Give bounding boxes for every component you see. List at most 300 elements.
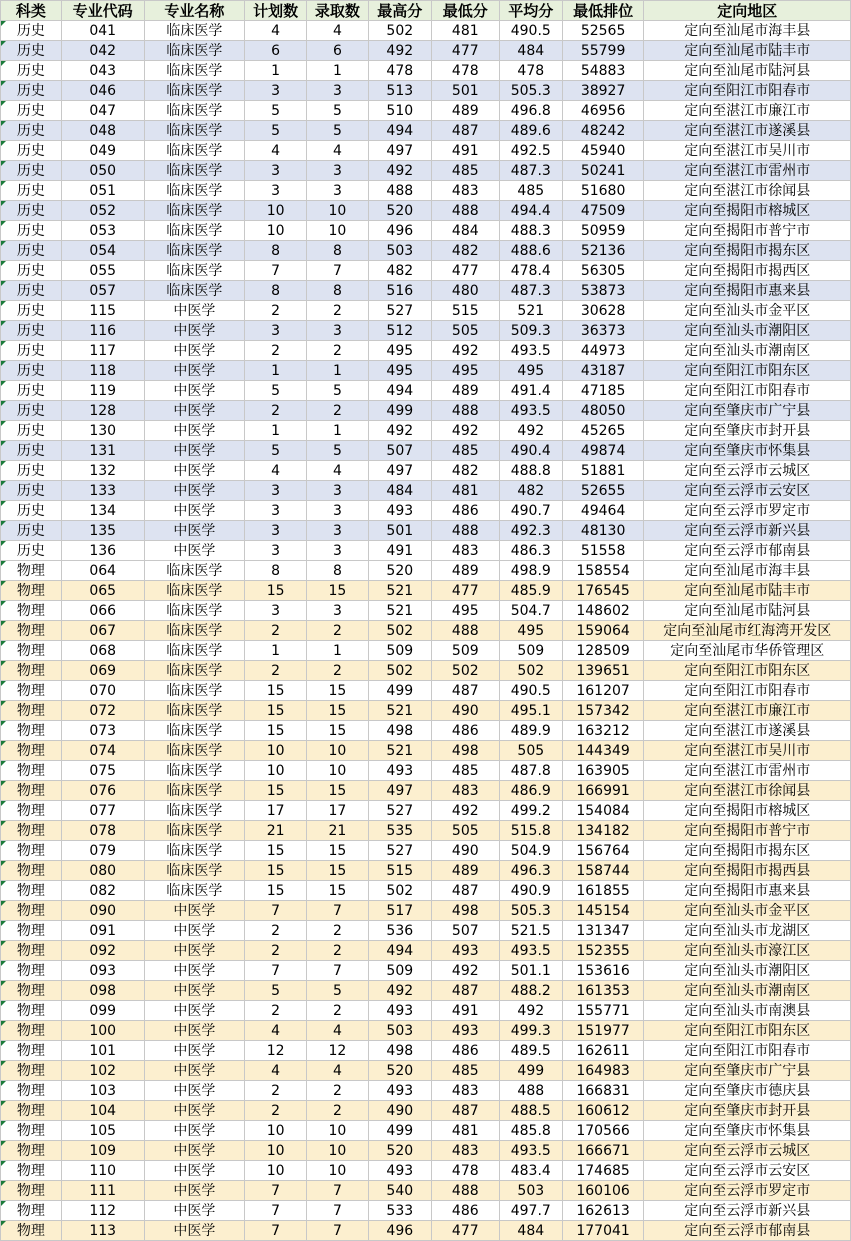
cell-min-score[interactable]: 485 bbox=[431, 761, 499, 781]
cell-admit-count[interactable]: 7 bbox=[307, 1181, 369, 1201]
header-major-code[interactable]: 专业代码 bbox=[61, 1, 144, 21]
cell-major-code[interactable]: 118 bbox=[61, 361, 144, 381]
cell-major-name[interactable]: 中医学 bbox=[144, 361, 245, 381]
cell-max-score[interactable]: 478 bbox=[368, 61, 431, 81]
cell-min-rank[interactable]: 155771 bbox=[562, 1001, 644, 1021]
cell-major-name[interactable]: 中医学 bbox=[144, 541, 245, 561]
cell-target-region[interactable]: 定向至汕头市潮南区 bbox=[644, 981, 851, 1001]
cell-major-name[interactable]: 临床医学 bbox=[144, 241, 245, 261]
cell-major-name[interactable]: 临床医学 bbox=[144, 221, 245, 241]
cell-min-score[interactable]: 490 bbox=[431, 841, 499, 861]
cell-major-code[interactable]: 078 bbox=[61, 821, 144, 841]
cell-plan-count[interactable]: 15 bbox=[245, 841, 307, 861]
cell-avg-score[interactable]: 490.9 bbox=[499, 881, 562, 901]
cell-plan-count[interactable]: 1 bbox=[245, 61, 307, 81]
cell-target-region[interactable]: 定向至揭阳市揭东区 bbox=[644, 841, 851, 861]
cell-min-rank[interactable]: 51881 bbox=[562, 461, 644, 481]
cell-avg-score[interactable]: 488 bbox=[499, 1081, 562, 1101]
cell-major-code[interactable]: 103 bbox=[61, 1081, 144, 1101]
cell-min-score[interactable]: 489 bbox=[431, 381, 499, 401]
cell-admit-count[interactable]: 7 bbox=[307, 1201, 369, 1221]
cell-major-code[interactable]: 072 bbox=[61, 701, 144, 721]
cell-avg-score[interactable]: 489.5 bbox=[499, 1041, 562, 1061]
cell-target-region[interactable]: 定向至汕头市潮阳区 bbox=[644, 961, 851, 981]
cell-min-score[interactable]: 477 bbox=[431, 1221, 499, 1241]
cell-major-code[interactable]: 053 bbox=[61, 221, 144, 241]
cell-admit-count[interactable]: 15 bbox=[307, 841, 369, 861]
cell-max-score[interactable]: 492 bbox=[368, 161, 431, 181]
cell-target-region[interactable]: 定向至云浮市罗定市 bbox=[644, 501, 851, 521]
cell-admit-count[interactable]: 3 bbox=[307, 601, 369, 621]
cell-max-score[interactable]: 488 bbox=[368, 181, 431, 201]
cell-target-region[interactable]: 定向至肇庆市广宁县 bbox=[644, 1061, 851, 1081]
cell-max-score[interactable]: 493 bbox=[368, 761, 431, 781]
cell-admit-count[interactable]: 5 bbox=[307, 981, 369, 1001]
cell-target-region[interactable]: 定向至湛江市遂溪县 bbox=[644, 121, 851, 141]
cell-major-name[interactable]: 中医学 bbox=[144, 1101, 245, 1121]
cell-target-region[interactable]: 定向至湛江市廉江市 bbox=[644, 101, 851, 121]
cell-min-rank[interactable]: 153616 bbox=[562, 961, 644, 981]
cell-plan-count[interactable]: 15 bbox=[245, 581, 307, 601]
cell-major-name[interactable]: 临床医学 bbox=[144, 701, 245, 721]
cell-min-rank[interactable]: 161207 bbox=[562, 681, 644, 701]
cell-admit-count[interactable]: 8 bbox=[307, 281, 369, 301]
cell-avg-score[interactable]: 494.4 bbox=[499, 201, 562, 221]
cell-target-region[interactable]: 定向至云浮市新兴县 bbox=[644, 521, 851, 541]
cell-min-rank[interactable]: 159064 bbox=[562, 621, 644, 641]
cell-admit-count[interactable]: 4 bbox=[307, 21, 369, 41]
cell-major-code[interactable]: 100 bbox=[61, 1021, 144, 1041]
cell-major-code[interactable]: 064 bbox=[61, 561, 144, 581]
cell-plan-count[interactable]: 4 bbox=[245, 461, 307, 481]
cell-major-name[interactable]: 临床医学 bbox=[144, 681, 245, 701]
cell-max-score[interactable]: 497 bbox=[368, 781, 431, 801]
cell-subject[interactable]: 物理 bbox=[1, 761, 62, 781]
cell-min-rank[interactable]: 166671 bbox=[562, 1141, 644, 1161]
cell-min-score[interactable]: 482 bbox=[431, 241, 499, 261]
cell-min-rank[interactable]: 48242 bbox=[562, 121, 644, 141]
cell-subject[interactable]: 物理 bbox=[1, 981, 62, 1001]
cell-plan-count[interactable]: 2 bbox=[245, 921, 307, 941]
cell-min-score[interactable]: 501 bbox=[431, 81, 499, 101]
cell-plan-count[interactable]: 15 bbox=[245, 881, 307, 901]
cell-target-region[interactable]: 定向至汕头市潮南区 bbox=[644, 341, 851, 361]
cell-target-region[interactable]: 定向至阳江市阳东区 bbox=[644, 1021, 851, 1041]
cell-admit-count[interactable]: 5 bbox=[307, 381, 369, 401]
cell-min-score[interactable]: 498 bbox=[431, 741, 499, 761]
cell-min-score[interactable]: 483 bbox=[431, 541, 499, 561]
cell-min-rank[interactable]: 45940 bbox=[562, 141, 644, 161]
header-min-score[interactable]: 最低分 bbox=[431, 1, 499, 21]
cell-major-code[interactable]: 043 bbox=[61, 61, 144, 81]
cell-avg-score[interactable]: 504.7 bbox=[499, 601, 562, 621]
cell-plan-count[interactable]: 1 bbox=[245, 361, 307, 381]
cell-avg-score[interactable]: 492 bbox=[499, 421, 562, 441]
cell-major-code[interactable]: 099 bbox=[61, 1001, 144, 1021]
cell-plan-count[interactable]: 7 bbox=[245, 901, 307, 921]
cell-major-code[interactable]: 076 bbox=[61, 781, 144, 801]
cell-max-score[interactable]: 496 bbox=[368, 221, 431, 241]
cell-max-score[interactable]: 495 bbox=[368, 361, 431, 381]
cell-min-rank[interactable]: 156764 bbox=[562, 841, 644, 861]
cell-min-score[interactable]: 478 bbox=[431, 1161, 499, 1181]
cell-major-code[interactable]: 119 bbox=[61, 381, 144, 401]
cell-min-score[interactable]: 487 bbox=[431, 981, 499, 1001]
cell-min-score[interactable]: 488 bbox=[431, 621, 499, 641]
cell-admit-count[interactable]: 15 bbox=[307, 861, 369, 881]
cell-major-code[interactable]: 110 bbox=[61, 1161, 144, 1181]
cell-min-score[interactable]: 507 bbox=[431, 921, 499, 941]
cell-major-name[interactable]: 中医学 bbox=[144, 1141, 245, 1161]
cell-min-score[interactable]: 486 bbox=[431, 501, 499, 521]
cell-min-rank[interactable]: 50241 bbox=[562, 161, 644, 181]
cell-avg-score[interactable]: 509.3 bbox=[499, 321, 562, 341]
cell-admit-count[interactable]: 21 bbox=[307, 821, 369, 841]
cell-plan-count[interactable]: 8 bbox=[245, 281, 307, 301]
cell-plan-count[interactable]: 3 bbox=[245, 81, 307, 101]
cell-subject[interactable]: 物理 bbox=[1, 941, 62, 961]
cell-plan-count[interactable]: 2 bbox=[245, 301, 307, 321]
cell-plan-count[interactable]: 2 bbox=[245, 621, 307, 641]
cell-subject[interactable]: 物理 bbox=[1, 1001, 62, 1021]
cell-avg-score[interactable]: 488.8 bbox=[499, 461, 562, 481]
cell-major-name[interactable]: 中医学 bbox=[144, 481, 245, 501]
cell-min-score[interactable]: 478 bbox=[431, 61, 499, 81]
cell-max-score[interactable]: 521 bbox=[368, 701, 431, 721]
cell-max-score[interactable]: 499 bbox=[368, 1121, 431, 1141]
cell-major-code[interactable]: 091 bbox=[61, 921, 144, 941]
cell-min-rank[interactable]: 145154 bbox=[562, 901, 644, 921]
cell-subject[interactable]: 历史 bbox=[1, 261, 62, 281]
cell-admit-count[interactable]: 2 bbox=[307, 1081, 369, 1101]
cell-min-rank[interactable]: 158744 bbox=[562, 861, 644, 881]
cell-major-code[interactable]: 134 bbox=[61, 501, 144, 521]
cell-admit-count[interactable]: 12 bbox=[307, 1041, 369, 1061]
header-subject[interactable]: 科类 bbox=[1, 1, 62, 21]
cell-subject[interactable]: 物理 bbox=[1, 641, 62, 661]
cell-admit-count[interactable]: 2 bbox=[307, 341, 369, 361]
cell-target-region[interactable]: 定向至揭阳市揭西区 bbox=[644, 261, 851, 281]
cell-plan-count[interactable]: 15 bbox=[245, 781, 307, 801]
cell-target-region[interactable]: 定向至湛江市雷州市 bbox=[644, 161, 851, 181]
cell-target-region[interactable]: 定向至揭阳市揭东区 bbox=[644, 241, 851, 261]
cell-admit-count[interactable]: 2 bbox=[307, 1001, 369, 1021]
cell-min-rank[interactable]: 162613 bbox=[562, 1201, 644, 1221]
cell-min-rank[interactable]: 160106 bbox=[562, 1181, 644, 1201]
cell-admit-count[interactable]: 15 bbox=[307, 701, 369, 721]
cell-max-score[interactable]: 498 bbox=[368, 1041, 431, 1061]
cell-max-score[interactable]: 527 bbox=[368, 301, 431, 321]
cell-max-score[interactable]: 496 bbox=[368, 1221, 431, 1241]
cell-admit-count[interactable]: 10 bbox=[307, 221, 369, 241]
cell-min-score[interactable]: 515 bbox=[431, 301, 499, 321]
cell-target-region[interactable]: 定向至云浮市郁南县 bbox=[644, 1221, 851, 1241]
cell-admit-count[interactable]: 8 bbox=[307, 561, 369, 581]
cell-target-region[interactable]: 定向至汕头市南澳县 bbox=[644, 1001, 851, 1021]
cell-subject[interactable]: 物理 bbox=[1, 821, 62, 841]
cell-min-rank[interactable]: 151977 bbox=[562, 1021, 644, 1041]
cell-major-name[interactable]: 中医学 bbox=[144, 1121, 245, 1141]
cell-min-score[interactable]: 481 bbox=[431, 21, 499, 41]
cell-min-rank[interactable]: 47509 bbox=[562, 201, 644, 221]
cell-max-score[interactable]: 497 bbox=[368, 141, 431, 161]
cell-major-code[interactable]: 075 bbox=[61, 761, 144, 781]
cell-max-score[interactable]: 521 bbox=[368, 581, 431, 601]
cell-admit-count[interactable]: 8 bbox=[307, 241, 369, 261]
cell-major-code[interactable]: 113 bbox=[61, 1221, 144, 1241]
cell-plan-count[interactable]: 4 bbox=[245, 21, 307, 41]
cell-major-name[interactable]: 临床医学 bbox=[144, 581, 245, 601]
cell-major-code[interactable]: 116 bbox=[61, 321, 144, 341]
cell-max-score[interactable]: 484 bbox=[368, 481, 431, 501]
cell-min-score[interactable]: 492 bbox=[431, 801, 499, 821]
cell-max-score[interactable]: 517 bbox=[368, 901, 431, 921]
cell-min-rank[interactable]: 48050 bbox=[562, 401, 644, 421]
cell-min-rank[interactable]: 164983 bbox=[562, 1061, 644, 1081]
cell-min-rank[interactable]: 49874 bbox=[562, 441, 644, 461]
cell-target-region[interactable]: 定向至揭阳市榕城区 bbox=[644, 801, 851, 821]
cell-min-score[interactable]: 488 bbox=[431, 1181, 499, 1201]
cell-min-rank[interactable]: 48130 bbox=[562, 521, 644, 541]
cell-target-region[interactable]: 定向至云浮市云安区 bbox=[644, 481, 851, 501]
cell-avg-score[interactable]: 487.3 bbox=[499, 281, 562, 301]
cell-min-score[interactable]: 488 bbox=[431, 201, 499, 221]
cell-min-rank[interactable]: 158554 bbox=[562, 561, 644, 581]
cell-major-code[interactable]: 057 bbox=[61, 281, 144, 301]
header-plan-count[interactable]: 计划数 bbox=[245, 1, 307, 21]
cell-max-score[interactable]: 512 bbox=[368, 321, 431, 341]
cell-plan-count[interactable]: 3 bbox=[245, 601, 307, 621]
cell-plan-count[interactable]: 5 bbox=[245, 381, 307, 401]
cell-avg-score[interactable]: 504.9 bbox=[499, 841, 562, 861]
cell-major-name[interactable]: 临床医学 bbox=[144, 861, 245, 881]
cell-major-name[interactable]: 临床医学 bbox=[144, 281, 245, 301]
cell-min-score[interactable]: 493 bbox=[431, 1021, 499, 1041]
cell-max-score[interactable]: 510 bbox=[368, 101, 431, 121]
cell-major-code[interactable]: 104 bbox=[61, 1101, 144, 1121]
cell-plan-count[interactable]: 15 bbox=[245, 681, 307, 701]
cell-plan-count[interactable]: 3 bbox=[245, 321, 307, 341]
cell-avg-score[interactable]: 485 bbox=[499, 181, 562, 201]
cell-major-name[interactable]: 临床医学 bbox=[144, 121, 245, 141]
cell-admit-count[interactable]: 10 bbox=[307, 1141, 369, 1161]
cell-max-score[interactable]: 492 bbox=[368, 981, 431, 1001]
header-admit-count[interactable]: 录取数 bbox=[307, 1, 369, 21]
cell-subject[interactable]: 历史 bbox=[1, 121, 62, 141]
cell-major-name[interactable]: 中医学 bbox=[144, 1201, 245, 1221]
cell-major-code[interactable]: 067 bbox=[61, 621, 144, 641]
cell-admit-count[interactable]: 3 bbox=[307, 481, 369, 501]
cell-subject[interactable]: 物理 bbox=[1, 961, 62, 981]
cell-major-name[interactable]: 中医学 bbox=[144, 321, 245, 341]
cell-avg-score[interactable]: 497.7 bbox=[499, 1201, 562, 1221]
cell-max-score[interactable]: 540 bbox=[368, 1181, 431, 1201]
cell-avg-score[interactable]: 482 bbox=[499, 481, 562, 501]
cell-subject[interactable]: 物理 bbox=[1, 621, 62, 641]
cell-max-score[interactable]: 536 bbox=[368, 921, 431, 941]
cell-plan-count[interactable]: 8 bbox=[245, 561, 307, 581]
cell-target-region[interactable]: 定向至阳江市阳春市 bbox=[644, 1041, 851, 1061]
cell-avg-score[interactable]: 493.5 bbox=[499, 1141, 562, 1161]
cell-max-score[interactable]: 520 bbox=[368, 1061, 431, 1081]
cell-subject[interactable]: 物理 bbox=[1, 1061, 62, 1081]
cell-plan-count[interactable]: 4 bbox=[245, 141, 307, 161]
cell-min-rank[interactable]: 43187 bbox=[562, 361, 644, 381]
cell-max-score[interactable]: 521 bbox=[368, 601, 431, 621]
cell-major-code[interactable]: 128 bbox=[61, 401, 144, 421]
cell-major-name[interactable]: 临床医学 bbox=[144, 561, 245, 581]
cell-max-score[interactable]: 502 bbox=[368, 21, 431, 41]
cell-avg-score[interactable]: 488.6 bbox=[499, 241, 562, 261]
cell-target-region[interactable]: 定向至揭阳市惠来县 bbox=[644, 881, 851, 901]
cell-max-score[interactable]: 503 bbox=[368, 1021, 431, 1041]
cell-plan-count[interactable]: 2 bbox=[245, 1081, 307, 1101]
cell-plan-count[interactable]: 3 bbox=[245, 521, 307, 541]
cell-major-name[interactable]: 中医学 bbox=[144, 1221, 245, 1241]
cell-plan-count[interactable]: 7 bbox=[245, 1181, 307, 1201]
cell-subject[interactable]: 历史 bbox=[1, 381, 62, 401]
cell-admit-count[interactable]: 1 bbox=[307, 361, 369, 381]
cell-major-name[interactable]: 临床医学 bbox=[144, 261, 245, 281]
cell-major-code[interactable]: 117 bbox=[61, 341, 144, 361]
cell-avg-score[interactable]: 490.7 bbox=[499, 501, 562, 521]
cell-avg-score[interactable]: 521.5 bbox=[499, 921, 562, 941]
header-major-name[interactable]: 专业名称 bbox=[144, 1, 245, 21]
cell-min-rank[interactable]: 174685 bbox=[562, 1161, 644, 1181]
cell-max-score[interactable]: 520 bbox=[368, 201, 431, 221]
cell-target-region[interactable]: 定向至阳江市阳春市 bbox=[644, 681, 851, 701]
cell-min-rank[interactable]: 50959 bbox=[562, 221, 644, 241]
cell-major-name[interactable]: 中医学 bbox=[144, 301, 245, 321]
cell-admit-count[interactable]: 3 bbox=[307, 321, 369, 341]
cell-plan-count[interactable]: 4 bbox=[245, 1021, 307, 1041]
cell-subject[interactable]: 历史 bbox=[1, 421, 62, 441]
cell-subject[interactable]: 物理 bbox=[1, 1141, 62, 1161]
cell-avg-score[interactable]: 489.9 bbox=[499, 721, 562, 741]
cell-avg-score[interactable]: 486.3 bbox=[499, 541, 562, 561]
cell-min-score[interactable]: 493 bbox=[431, 941, 499, 961]
cell-plan-count[interactable]: 6 bbox=[245, 41, 307, 61]
cell-plan-count[interactable]: 3 bbox=[245, 501, 307, 521]
cell-min-score[interactable]: 483 bbox=[431, 1141, 499, 1161]
cell-admit-count[interactable]: 7 bbox=[307, 901, 369, 921]
cell-min-score[interactable]: 505 bbox=[431, 321, 499, 341]
cell-admit-count[interactable]: 3 bbox=[307, 161, 369, 181]
cell-max-score[interactable]: 491 bbox=[368, 541, 431, 561]
cell-min-rank[interactable]: 160612 bbox=[562, 1101, 644, 1121]
cell-target-region[interactable]: 定向至云浮市新兴县 bbox=[644, 1201, 851, 1221]
cell-admit-count[interactable]: 10 bbox=[307, 741, 369, 761]
cell-major-code[interactable]: 102 bbox=[61, 1061, 144, 1081]
cell-major-code[interactable]: 065 bbox=[61, 581, 144, 601]
cell-major-code[interactable]: 054 bbox=[61, 241, 144, 261]
cell-subject[interactable]: 历史 bbox=[1, 101, 62, 121]
cell-max-score[interactable]: 497 bbox=[368, 461, 431, 481]
cell-subject[interactable]: 历史 bbox=[1, 241, 62, 261]
cell-subject[interactable]: 历史 bbox=[1, 461, 62, 481]
cell-avg-score[interactable]: 485.9 bbox=[499, 581, 562, 601]
cell-min-score[interactable]: 487 bbox=[431, 881, 499, 901]
cell-min-score[interactable]: 492 bbox=[431, 341, 499, 361]
cell-plan-count[interactable]: 2 bbox=[245, 401, 307, 421]
cell-plan-count[interactable]: 10 bbox=[245, 201, 307, 221]
cell-avg-score[interactable]: 486.9 bbox=[499, 781, 562, 801]
cell-subject[interactable]: 物理 bbox=[1, 801, 62, 821]
cell-plan-count[interactable]: 7 bbox=[245, 261, 307, 281]
cell-admit-count[interactable]: 3 bbox=[307, 181, 369, 201]
cell-avg-score[interactable]: 505 bbox=[499, 741, 562, 761]
cell-min-rank[interactable]: 152355 bbox=[562, 941, 644, 961]
cell-major-name[interactable]: 中医学 bbox=[144, 981, 245, 1001]
cell-target-region[interactable]: 定向至肇庆市德庆县 bbox=[644, 1081, 851, 1101]
cell-major-name[interactable]: 临床医学 bbox=[144, 161, 245, 181]
cell-max-score[interactable]: 502 bbox=[368, 621, 431, 641]
cell-min-score[interactable]: 505 bbox=[431, 821, 499, 841]
cell-target-region[interactable]: 定向至云浮市云城区 bbox=[644, 461, 851, 481]
cell-subject[interactable]: 历史 bbox=[1, 441, 62, 461]
cell-subject[interactable]: 历史 bbox=[1, 301, 62, 321]
cell-admit-count[interactable]: 5 bbox=[307, 441, 369, 461]
cell-avg-score[interactable]: 505.3 bbox=[499, 81, 562, 101]
cell-admit-count[interactable]: 3 bbox=[307, 521, 369, 541]
cell-major-name[interactable]: 临床医学 bbox=[144, 201, 245, 221]
cell-max-score[interactable]: 498 bbox=[368, 721, 431, 741]
cell-target-region[interactable]: 定向至云浮市郁南县 bbox=[644, 541, 851, 561]
cell-target-region[interactable]: 定向至湛江市雷州市 bbox=[644, 761, 851, 781]
cell-max-score[interactable]: 533 bbox=[368, 1201, 431, 1221]
cell-major-name[interactable]: 临床医学 bbox=[144, 781, 245, 801]
cell-major-name[interactable]: 临床医学 bbox=[144, 21, 245, 41]
cell-admit-count[interactable]: 10 bbox=[307, 1121, 369, 1141]
cell-target-region[interactable]: 定向至汕头市龙湖区 bbox=[644, 921, 851, 941]
cell-max-score[interactable]: 493 bbox=[368, 1081, 431, 1101]
cell-target-region[interactable]: 定向至云浮市云安区 bbox=[644, 1161, 851, 1181]
cell-min-score[interactable]: 509 bbox=[431, 641, 499, 661]
cell-min-rank[interactable]: 52565 bbox=[562, 21, 644, 41]
cell-min-score[interactable]: 487 bbox=[431, 1101, 499, 1121]
cell-subject[interactable]: 物理 bbox=[1, 561, 62, 581]
cell-subject[interactable]: 物理 bbox=[1, 921, 62, 941]
cell-min-score[interactable]: 486 bbox=[431, 1041, 499, 1061]
cell-max-score[interactable]: 520 bbox=[368, 1141, 431, 1161]
cell-major-name[interactable]: 临床医学 bbox=[144, 181, 245, 201]
cell-plan-count[interactable]: 10 bbox=[245, 1121, 307, 1141]
cell-subject[interactable]: 物理 bbox=[1, 1181, 62, 1201]
cell-min-rank[interactable]: 30628 bbox=[562, 301, 644, 321]
cell-target-region[interactable]: 定向至汕尾市陆丰市 bbox=[644, 581, 851, 601]
cell-major-code[interactable]: 055 bbox=[61, 261, 144, 281]
cell-subject[interactable]: 历史 bbox=[1, 501, 62, 521]
cell-max-score[interactable]: 521 bbox=[368, 741, 431, 761]
cell-min-rank[interactable]: 161855 bbox=[562, 881, 644, 901]
cell-max-score[interactable]: 527 bbox=[368, 801, 431, 821]
cell-major-code[interactable]: 041 bbox=[61, 21, 144, 41]
cell-plan-count[interactable]: 10 bbox=[245, 221, 307, 241]
cell-major-code[interactable]: 131 bbox=[61, 441, 144, 461]
cell-min-rank[interactable]: 45265 bbox=[562, 421, 644, 441]
cell-min-score[interactable]: 491 bbox=[431, 1001, 499, 1021]
cell-major-name[interactable]: 临床医学 bbox=[144, 101, 245, 121]
cell-admit-count[interactable]: 4 bbox=[307, 1021, 369, 1041]
cell-major-code[interactable]: 050 bbox=[61, 161, 144, 181]
cell-min-score[interactable]: 487 bbox=[431, 681, 499, 701]
cell-subject[interactable]: 物理 bbox=[1, 581, 62, 601]
cell-subject[interactable]: 物理 bbox=[1, 881, 62, 901]
cell-major-code[interactable]: 090 bbox=[61, 901, 144, 921]
cell-min-score[interactable]: 488 bbox=[431, 521, 499, 541]
cell-plan-count[interactable]: 15 bbox=[245, 861, 307, 881]
cell-plan-count[interactable]: 4 bbox=[245, 1061, 307, 1081]
